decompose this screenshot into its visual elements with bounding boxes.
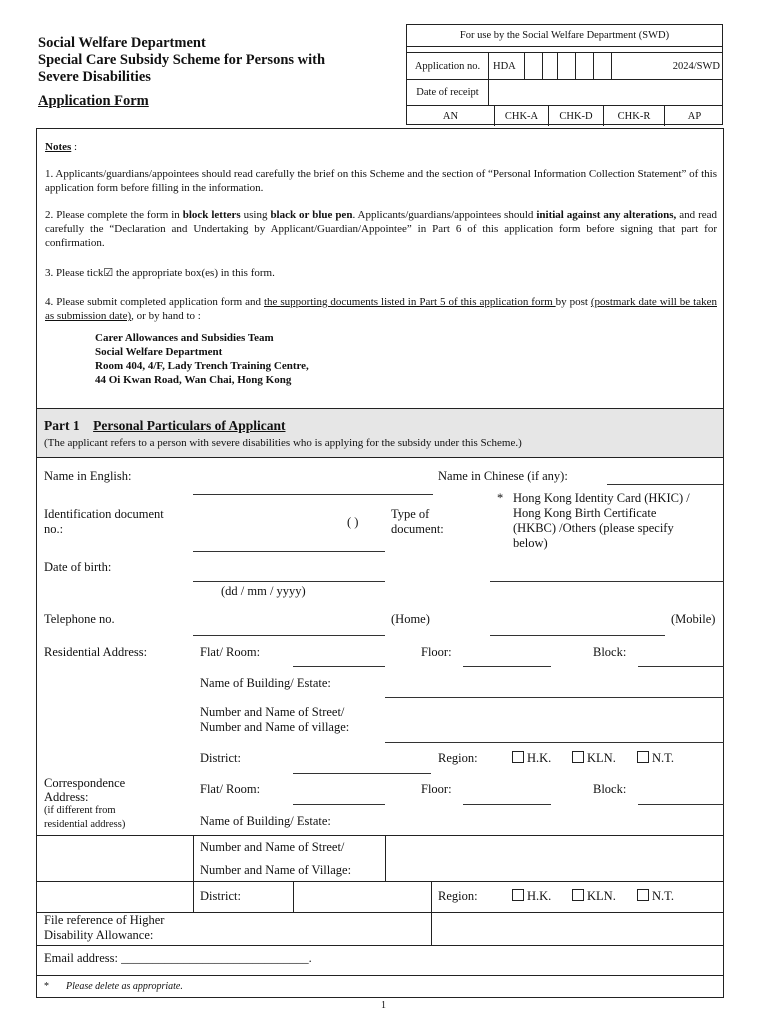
app-no-suffix: 2024/SWD — [672, 60, 720, 72]
res-flat-input[interactable] — [293, 666, 385, 667]
corr-floor-label: Floor: — [421, 782, 452, 796]
flat-label: Flat/ Room: — [200, 645, 261, 659]
id-doc-label-2: no.: — [44, 522, 64, 536]
corr-region-hk-option[interactable]: H.K. — [512, 889, 551, 904]
part1-title: Part 1 Personal Particulars of Applicant — [44, 418, 286, 433]
residential-address-label: Residential Address: — [44, 645, 148, 659]
doc-other-input[interactable] — [490, 581, 724, 582]
corr-flat-input[interactable] — [293, 804, 385, 805]
page-number: 1 — [381, 1000, 386, 1011]
corr-district-label: District: — [200, 889, 241, 903]
doc-type-label-2: document: — [391, 522, 444, 536]
app-no-prefix: HDA — [489, 53, 525, 79]
checkbox-icon[interactable] — [512, 751, 524, 763]
app-no-digit[interactable] — [558, 53, 576, 79]
corr-district-input[interactable] — [294, 882, 430, 911]
corr-floor-input[interactable] — [463, 804, 551, 805]
submission-address: Carer Allowances and Subsidies Team Social Welfare Department Room 404, 4/F, Lady Trench Training Centre, 44 Oi Kwan Road, Wan Chai, Hong Kong — [95, 332, 309, 386]
footnote-asterisk: * — [44, 981, 49, 992]
district-label: District: — [200, 751, 241, 765]
code-ap: AP — [687, 110, 702, 122]
main-form — [36, 128, 724, 998]
code-chk-r: CHK-R — [604, 106, 665, 126]
app-no-digit[interactable] — [543, 53, 558, 79]
id-check-digit: ( ) — [347, 515, 359, 529]
corr-region-label: Region: — [438, 889, 478, 903]
correspondence-address-label: Correspondence Address: (if different from residential address) — [44, 776, 126, 830]
app-no-digit[interactable] — [525, 53, 543, 79]
street-label: Number and Name of Street/ — [200, 705, 345, 719]
form-title: Application Form — [38, 93, 149, 109]
home-label: (Home) — [391, 612, 430, 626]
dob-label: Date of birth: — [44, 560, 112, 574]
region-label: Region: — [438, 751, 478, 765]
title-line-2: Special Care Subsidy Scheme for Persons with — [38, 52, 326, 68]
header-title — [38, 35, 325, 86]
corr-street-input[interactable] — [386, 836, 723, 880]
checkbox-icon[interactable] — [637, 751, 649, 763]
notes-heading: Notes : — [45, 141, 78, 153]
block-label: Block: — [593, 645, 627, 659]
note-4: 4. Please submit completed application form and the supporting documents listed in Part 5 of this application form by post (postmark date will be taken as submission date), or by hand to : — [45, 296, 717, 322]
title-line-3: Severe Disabilities — [38, 69, 151, 85]
checkbox-icon[interactable] — [572, 889, 584, 901]
name-english-input[interactable] — [193, 494, 433, 495]
dob-input[interactable] — [193, 581, 385, 582]
email-field[interactable]: Email address: ______________________________. — [44, 951, 312, 965]
doc-type-options: Hong Kong Identity Card (HKIC) / Hong Kong Birth Certificate (HKBC) /Others (please specify below) — [513, 491, 690, 550]
receipt-date-field[interactable] — [489, 80, 722, 105]
id-doc-label: Identification document — [44, 507, 164, 521]
res-street-input[interactable] — [385, 742, 724, 743]
asterisk: * — [497, 491, 504, 505]
app-no-digit[interactable] — [576, 53, 594, 79]
region-kln-option[interactable]: KLN. — [572, 751, 616, 766]
name-chinese-label: Name in Chinese (if any): — [438, 469, 568, 483]
title-line-1: Social Welfare Department — [38, 35, 206, 51]
corr-region-nt-option[interactable]: N.T. — [637, 889, 674, 904]
note-2: 2. Please complete the form in block letters using black or blue pen. Applicants/guardians/appointees should initial against any alterations, and read carefully the “Declaration and Undertaking by Applicant/Guardian/Appointee” in Part 6 of this application form before signing that part for confirmation. — [45, 209, 718, 249]
res-block-input[interactable] — [638, 666, 724, 667]
mobile-phone-input[interactable] — [490, 635, 665, 636]
checkbox-icon[interactable] — [572, 751, 584, 763]
village-label: Number and Name of village: — [200, 720, 350, 734]
name-english-label: Name in English: — [44, 469, 132, 483]
building-label: Name of Building/ Estate: — [200, 676, 331, 690]
swd-use-box — [406, 24, 723, 125]
corr-flat-label: Flat/ Room: — [200, 782, 261, 796]
region-nt-option[interactable]: N.T. — [637, 751, 674, 766]
home-phone-input[interactable] — [193, 635, 385, 636]
corr-block-label: Block: — [593, 782, 627, 796]
dob-format: (dd / mm / yyyy) — [221, 584, 306, 598]
telephone-label: Telephone no. — [44, 612, 115, 626]
corr-village-label: Number and Name of Village: — [200, 863, 352, 877]
res-floor-input[interactable] — [463, 666, 551, 667]
swd-box-title: For use by the Social Welfare Department (SWD) — [407, 25, 722, 47]
checkbox-icon[interactable] — [637, 889, 649, 901]
code-chk-a: CHK-A — [495, 106, 549, 126]
res-building-input[interactable] — [385, 697, 724, 698]
part1-subtitle: (The applicant refers to a person with severe disabilities who is applying for the subsidy under this Scheme.) — [44, 437, 522, 449]
region-hk-option[interactable]: H.K. — [512, 751, 551, 766]
res-district-input[interactable] — [293, 773, 431, 774]
app-no-digit[interactable] — [594, 53, 612, 79]
doc-type-label: Type of — [391, 507, 430, 521]
note-3: 3. Please tick☑ the appropriate box(es) in this form. — [45, 267, 275, 279]
id-doc-input[interactable] — [193, 551, 385, 552]
code-chk-d: CHK-D — [549, 106, 604, 126]
note-1: 1. Applicants/guardians/appointees should read carefully the brief on this Scheme and the section of “Personal Information Collection Statement” of this application form before filling in the information. — [45, 168, 717, 194]
corr-region-kln-option[interactable]: KLN. — [572, 889, 616, 904]
corr-street-label: Number and Name of Street/ — [200, 840, 345, 854]
corr-block-input[interactable] — [638, 804, 724, 805]
file-reference-label: File reference of Higher Disability Allowance: — [44, 913, 165, 942]
mobile-label: (Mobile) — [671, 612, 716, 626]
file-reference-input[interactable] — [194, 913, 430, 944]
code-an: AN — [407, 106, 495, 126]
checkbox-icon[interactable] — [512, 889, 524, 901]
name-chinese-input[interactable] — [607, 484, 723, 485]
footnote-text: Please delete as appropriate. — [66, 981, 183, 992]
receipt-date-label: Date of receipt — [407, 80, 489, 105]
corr-building-label: Name of Building/ Estate: — [200, 814, 331, 828]
app-no-label: Application no. — [407, 53, 489, 79]
floor-label: Floor: — [421, 645, 452, 659]
tick-box-icon: ☑ — [103, 267, 114, 279]
